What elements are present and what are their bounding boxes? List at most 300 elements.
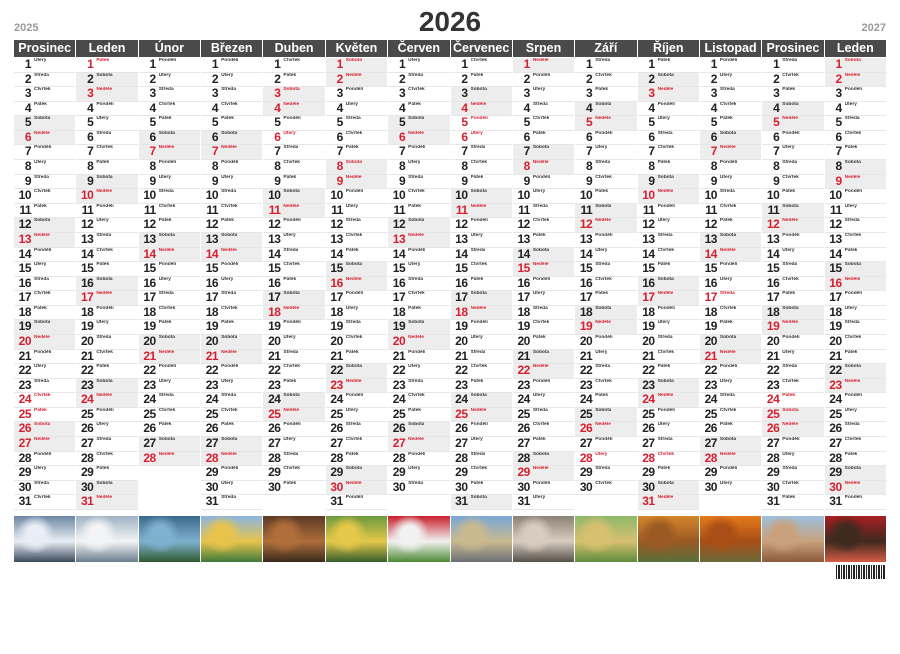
weekday-label: Úterý <box>657 116 670 122</box>
day-cell <box>762 204 823 219</box>
weekday-label: Úterý <box>719 174 733 180</box>
day-cell <box>14 277 75 292</box>
weekday-label: Úterý <box>408 57 421 63</box>
weekday-label: Pondělí <box>532 480 551 486</box>
day-cell <box>14 437 75 452</box>
day-number: 17 <box>642 291 655 305</box>
day-cell <box>76 306 137 321</box>
weekday-label: Úterý <box>595 349 608 355</box>
day-cell <box>14 379 75 394</box>
weekday-label: Neděle <box>96 291 113 297</box>
weekday-label: Středa <box>283 145 299 151</box>
month-column <box>201 40 262 510</box>
day-cell <box>762 73 823 88</box>
day-cell <box>14 262 75 277</box>
weekday-label: Čtvrtek <box>595 72 612 78</box>
weekday-label: Pondělí <box>595 334 613 340</box>
day-number: 11 <box>206 203 219 217</box>
weekday-label: Čtvrtek <box>657 145 675 151</box>
day-number: 11 <box>642 203 655 217</box>
day-number: 29 <box>330 466 343 480</box>
weekday-label: Úterý <box>345 101 359 107</box>
weekday-label: Neděle <box>34 130 50 136</box>
day-number: 27 <box>517 437 530 451</box>
day-cell <box>513 204 574 219</box>
day-number: 12 <box>18 218 31 232</box>
weekday-label: Pondělí <box>221 466 239 472</box>
weekday-label: Neděle <box>158 451 175 457</box>
day-cell <box>326 379 387 394</box>
day-number: 25 <box>80 407 94 421</box>
day-number: 1 <box>24 57 31 71</box>
day-number: 29 <box>268 466 281 480</box>
weekday-label: Čtvrtek <box>470 262 488 268</box>
day-cell <box>575 306 636 321</box>
day-number: 23 <box>579 378 593 392</box>
day-number: 28 <box>579 451 593 465</box>
day-cell <box>700 335 761 350</box>
day-number: 20 <box>330 334 343 348</box>
day-cell <box>700 437 761 452</box>
day-number: 23 <box>829 378 842 392</box>
day-number: 16 <box>642 276 655 290</box>
weekday-label: Středa <box>96 130 112 136</box>
day-number: 14 <box>766 247 780 261</box>
day-number: 6 <box>586 130 593 144</box>
day-number: 7 <box>461 145 468 159</box>
day-number: 1 <box>211 57 219 71</box>
day-cell <box>201 233 262 248</box>
weekday-label: Čtvrtek <box>158 101 176 107</box>
day-number: 28 <box>829 451 842 465</box>
day-number: 12 <box>143 218 156 232</box>
weekday-label: Sobota <box>408 218 425 224</box>
day-cell <box>825 495 886 510</box>
weekday-label: Úterý <box>221 174 234 180</box>
day-number: 18 <box>205 305 219 319</box>
day-cell <box>326 452 387 467</box>
day-cell <box>263 248 324 263</box>
day-cell <box>139 218 200 233</box>
day-cell <box>575 73 636 88</box>
day-cell <box>825 175 886 190</box>
photo-lake-forest <box>139 516 200 562</box>
weekday-label: Úterý <box>283 334 296 340</box>
weekday-label: Pondělí <box>470 320 488 326</box>
weekday-label: Pondělí <box>96 305 114 311</box>
day-number: 13 <box>18 232 31 246</box>
weekday-label: Neděle <box>719 247 736 253</box>
day-cell <box>388 145 449 160</box>
day-cell <box>513 233 574 248</box>
day-number: 1 <box>336 57 343 71</box>
day-cell <box>762 320 823 335</box>
day-number: 6 <box>835 130 842 144</box>
day-cell <box>575 145 636 160</box>
weekday-label: Pátek <box>221 116 234 122</box>
day-number: 14 <box>18 247 31 261</box>
weekday-label: Pátek <box>34 407 47 413</box>
weekday-label: Neděle <box>657 87 674 93</box>
weekday-label: Sobota <box>283 393 300 399</box>
day-cell <box>14 175 75 190</box>
day-number: 12 <box>205 218 219 232</box>
day-number: 20 <box>642 334 655 348</box>
day-number: 30 <box>268 480 281 494</box>
day-number: 19 <box>205 320 219 334</box>
day-cell <box>139 306 200 321</box>
weekday-label: Pondělí <box>657 203 675 209</box>
day-number: 2 <box>149 72 156 86</box>
day-cell <box>762 422 823 437</box>
weekday-label: Neděle <box>283 203 300 209</box>
day-number: 29 <box>392 466 406 480</box>
day-cell <box>388 102 449 117</box>
weekday-label: Čtvrtek <box>595 276 612 282</box>
day-number: 18 <box>455 305 468 319</box>
day-number: 21 <box>392 349 406 363</box>
day-cell <box>14 335 75 350</box>
day-number: 13 <box>143 232 156 246</box>
day-cell <box>513 466 574 481</box>
day-number: 17 <box>205 291 219 305</box>
weekday-label: Pátek <box>158 116 172 122</box>
weekday-label: Neděle <box>470 305 487 311</box>
day-number: 2 <box>710 72 717 86</box>
day-number: 29 <box>517 466 530 480</box>
weekday-label: Čtvrtek <box>34 291 51 297</box>
day-cell <box>513 291 574 306</box>
day-cell <box>76 291 137 306</box>
day-cell <box>513 58 574 73</box>
day-number: 21 <box>18 349 31 363</box>
day-cell <box>825 320 886 335</box>
month-header: Květen <box>326 40 387 57</box>
weekday-label: Čtvrtek <box>719 305 737 311</box>
day-cell <box>263 422 324 437</box>
weekday-label: Sobota <box>221 130 238 136</box>
day-cell <box>575 350 636 365</box>
day-number: 4 <box>211 101 219 115</box>
day-cell <box>451 248 512 263</box>
weekday-label: Čtvrtek <box>470 57 488 63</box>
weekday-label: Pátek <box>34 305 47 311</box>
month-column <box>513 40 574 510</box>
day-cell <box>638 495 699 510</box>
day-number: 7 <box>835 145 842 159</box>
day-cell <box>638 233 699 248</box>
day-number: 7 <box>586 145 593 159</box>
day-number: 24 <box>330 393 343 407</box>
weekday-label: Sobota <box>532 145 550 151</box>
day-cell <box>575 58 636 73</box>
day-number: 16 <box>704 276 717 290</box>
day-cell <box>139 379 200 394</box>
day-number: 15 <box>143 262 156 276</box>
weekday-label: Pátek <box>470 480 484 486</box>
day-cell <box>513 422 574 437</box>
weekday-label: Čtvrtek <box>719 101 737 107</box>
weekday-label: Pátek <box>96 57 110 63</box>
day-number: 24 <box>704 393 717 407</box>
day-number: 24 <box>268 393 281 407</box>
weekday-label: Pátek <box>719 320 733 326</box>
weekday-label: Neděle <box>782 116 799 122</box>
weekday-label: Pátek <box>221 218 234 224</box>
weekday-label: Úterý <box>221 378 234 384</box>
day-number: 20 <box>579 334 593 348</box>
day-number: 26 <box>268 422 281 436</box>
weekday-label: Úterý <box>719 378 733 384</box>
weekday-label: Úterý <box>719 72 733 78</box>
day-number: 29 <box>766 466 780 480</box>
day-cell <box>700 495 761 510</box>
day-cell <box>76 277 137 292</box>
weekday-label: Středa <box>844 422 860 428</box>
day-cell <box>139 422 200 437</box>
day-number: 28 <box>392 451 406 465</box>
day-number: 14 <box>455 247 468 261</box>
day-cell <box>825 189 886 204</box>
day-cell <box>326 320 387 335</box>
day-cell <box>825 87 886 102</box>
day-number: 25 <box>330 407 343 421</box>
day-number: 24 <box>642 393 655 407</box>
weekday-label: Úterý <box>532 291 546 297</box>
day-cell <box>762 116 823 131</box>
weekday-label: Středa <box>283 349 299 355</box>
weekday-label: Neděle <box>158 145 175 151</box>
day-number: 30 <box>455 480 468 494</box>
day-cell <box>388 364 449 379</box>
weekday-label: Sobota <box>844 57 861 63</box>
day-cell <box>201 306 262 321</box>
day-cell <box>762 408 823 423</box>
day-cell <box>388 73 449 88</box>
day-cell <box>14 393 75 408</box>
day-cell <box>201 218 262 233</box>
day-cell <box>700 393 761 408</box>
day-number: 16 <box>829 276 842 290</box>
day-cell <box>326 73 387 88</box>
day-cell <box>700 218 761 233</box>
day-cell <box>263 379 324 394</box>
day-cell <box>451 481 512 496</box>
day-number: 13 <box>517 232 530 246</box>
day-number: 25 <box>829 407 842 421</box>
weekday-label: Pondělí <box>844 87 862 93</box>
day-cell <box>762 481 823 496</box>
weekday-label: Sobota <box>158 232 175 238</box>
day-cell <box>326 58 387 73</box>
day-number: 7 <box>24 145 31 159</box>
day-cell <box>388 437 449 452</box>
day-cell <box>825 233 886 248</box>
weekday-label: Středa <box>34 174 49 180</box>
day-number: 10 <box>143 189 156 203</box>
day-number: 28 <box>268 451 281 465</box>
day-cell <box>451 350 512 365</box>
day-number: 2 <box>835 72 842 86</box>
weekday-label: Úterý <box>96 218 109 224</box>
day-cell <box>139 393 200 408</box>
day-cell <box>825 131 886 146</box>
weekday-label: Středa <box>657 437 673 443</box>
day-cell <box>762 160 823 175</box>
day-number: 23 <box>766 378 780 392</box>
day-cell <box>762 248 823 263</box>
weekday-label: Čtvrtek <box>595 480 612 486</box>
weekday-label: Středa <box>470 451 486 457</box>
day-number: 24 <box>80 393 94 407</box>
day-cell <box>201 291 262 306</box>
day-cell <box>700 350 761 365</box>
weekday-label: Neděle <box>657 189 674 195</box>
weekday-label: Středa <box>283 247 299 253</box>
weekday-label: Sobota <box>844 466 861 472</box>
weekday-label: Středa <box>782 57 798 63</box>
day-number: 20 <box>80 334 94 348</box>
day-cell <box>201 131 262 146</box>
weekday-label: Sobota <box>719 130 737 136</box>
weekday-label: Pátek <box>283 72 297 78</box>
weekday-label: Sobota <box>34 218 51 224</box>
weekday-label: Neděle <box>595 320 611 326</box>
day-number: 9 <box>211 174 219 188</box>
weekday-label: Neděle <box>532 262 549 268</box>
day-cell <box>139 87 200 102</box>
day-cell <box>201 102 262 117</box>
weekday-label: Pátek <box>221 320 234 326</box>
month-header: Leden <box>825 40 886 57</box>
day-cell <box>263 495 324 510</box>
day-number: 16 <box>579 276 593 290</box>
day-number: 25 <box>579 407 593 421</box>
weekday-label: Neděle <box>657 393 674 399</box>
day-cell <box>263 437 324 452</box>
month-column <box>575 40 636 510</box>
day-cell <box>14 350 75 365</box>
weekday-label: Pondělí <box>34 247 52 253</box>
weekday-label: Sobota <box>844 160 861 166</box>
day-cell <box>451 116 512 131</box>
weekday-label: Pondělí <box>221 57 239 63</box>
day-cell <box>14 481 75 496</box>
weekday-label: Úterý <box>34 466 47 472</box>
day-number: 22 <box>330 364 343 378</box>
day-number: 6 <box>274 130 281 144</box>
day-cell <box>700 466 761 481</box>
month-header: Říjen <box>638 40 699 57</box>
day-number: 12 <box>766 218 780 232</box>
weekday-label: Úterý <box>532 393 546 399</box>
day-number: 10 <box>829 189 842 203</box>
weekday-label: Pondělí <box>719 57 738 63</box>
day-cell <box>263 364 324 379</box>
day-number: 24 <box>766 393 780 407</box>
weekday-label: Středa <box>221 87 236 93</box>
day-number: 21 <box>268 349 281 363</box>
day-cell <box>201 248 262 263</box>
day-cell <box>263 233 324 248</box>
day-cell <box>825 291 886 306</box>
day-number: 13 <box>766 232 780 246</box>
weekday-label: Pondělí <box>782 437 800 443</box>
day-number: 29 <box>18 466 31 480</box>
weekday-label: Pondělí <box>158 364 177 370</box>
weekday-label: Sobota <box>283 189 300 195</box>
day-number: 11 <box>268 203 281 217</box>
day-number: 3 <box>773 87 780 101</box>
day-cell <box>451 73 512 88</box>
weekday-label: Středa <box>595 160 611 166</box>
day-cell <box>263 102 324 117</box>
weekday-label: Pondělí <box>470 218 488 224</box>
weekday-label: Úterý <box>158 378 171 384</box>
weekday-label: Sobota <box>34 422 51 428</box>
day-number: 3 <box>710 87 717 101</box>
day-number: 20 <box>268 334 281 348</box>
weekday-label: Čtvrtek <box>657 451 675 457</box>
day-cell <box>326 291 387 306</box>
weekday-label: Středa <box>221 189 236 195</box>
day-number: 10 <box>517 189 530 203</box>
day-number: 17 <box>330 291 343 305</box>
day-cell <box>14 408 75 423</box>
day-number: 1 <box>398 57 406 71</box>
day-cell <box>201 277 262 292</box>
day-cell <box>388 393 449 408</box>
day-cell <box>326 277 387 292</box>
day-number: 19 <box>517 320 530 334</box>
weekday-label: Středa <box>96 334 112 340</box>
weekday-label: Pondělí <box>283 422 301 428</box>
day-number: 14 <box>704 247 717 261</box>
weekday-label: Neděle <box>595 116 611 122</box>
day-cell <box>14 189 75 204</box>
day-number: 17 <box>143 291 156 305</box>
day-cell <box>263 218 324 233</box>
day-cell <box>201 73 262 88</box>
day-cell <box>139 131 200 146</box>
weekday-label: Neděle <box>719 349 736 355</box>
day-cell <box>762 379 823 394</box>
weekday-label: Čtvrtek <box>345 437 363 443</box>
weekday-label: Pondělí <box>283 320 301 326</box>
day-number: 21 <box>517 349 530 363</box>
day-cell <box>825 466 886 481</box>
day-number: 5 <box>211 116 219 130</box>
day-number: 9 <box>398 174 406 188</box>
weekday-label: Středa <box>345 422 361 428</box>
weekday-label: Pátek <box>408 101 421 107</box>
day-number: 4 <box>461 101 468 115</box>
day-number: 3 <box>586 87 593 101</box>
day-number: 14 <box>579 247 593 261</box>
day-number: 11 <box>81 203 94 217</box>
barcode-icon <box>836 565 886 579</box>
day-cell <box>825 73 886 88</box>
weekday-label: Sobota <box>408 422 425 428</box>
day-cell <box>513 116 574 131</box>
day-number: 9 <box>586 174 593 188</box>
weekday-label: Pondělí <box>719 364 738 370</box>
day-cell <box>326 87 387 102</box>
day-cell <box>76 204 137 219</box>
day-number: 27 <box>579 437 593 451</box>
day-cell <box>326 481 387 496</box>
day-number: 7 <box>398 145 406 159</box>
